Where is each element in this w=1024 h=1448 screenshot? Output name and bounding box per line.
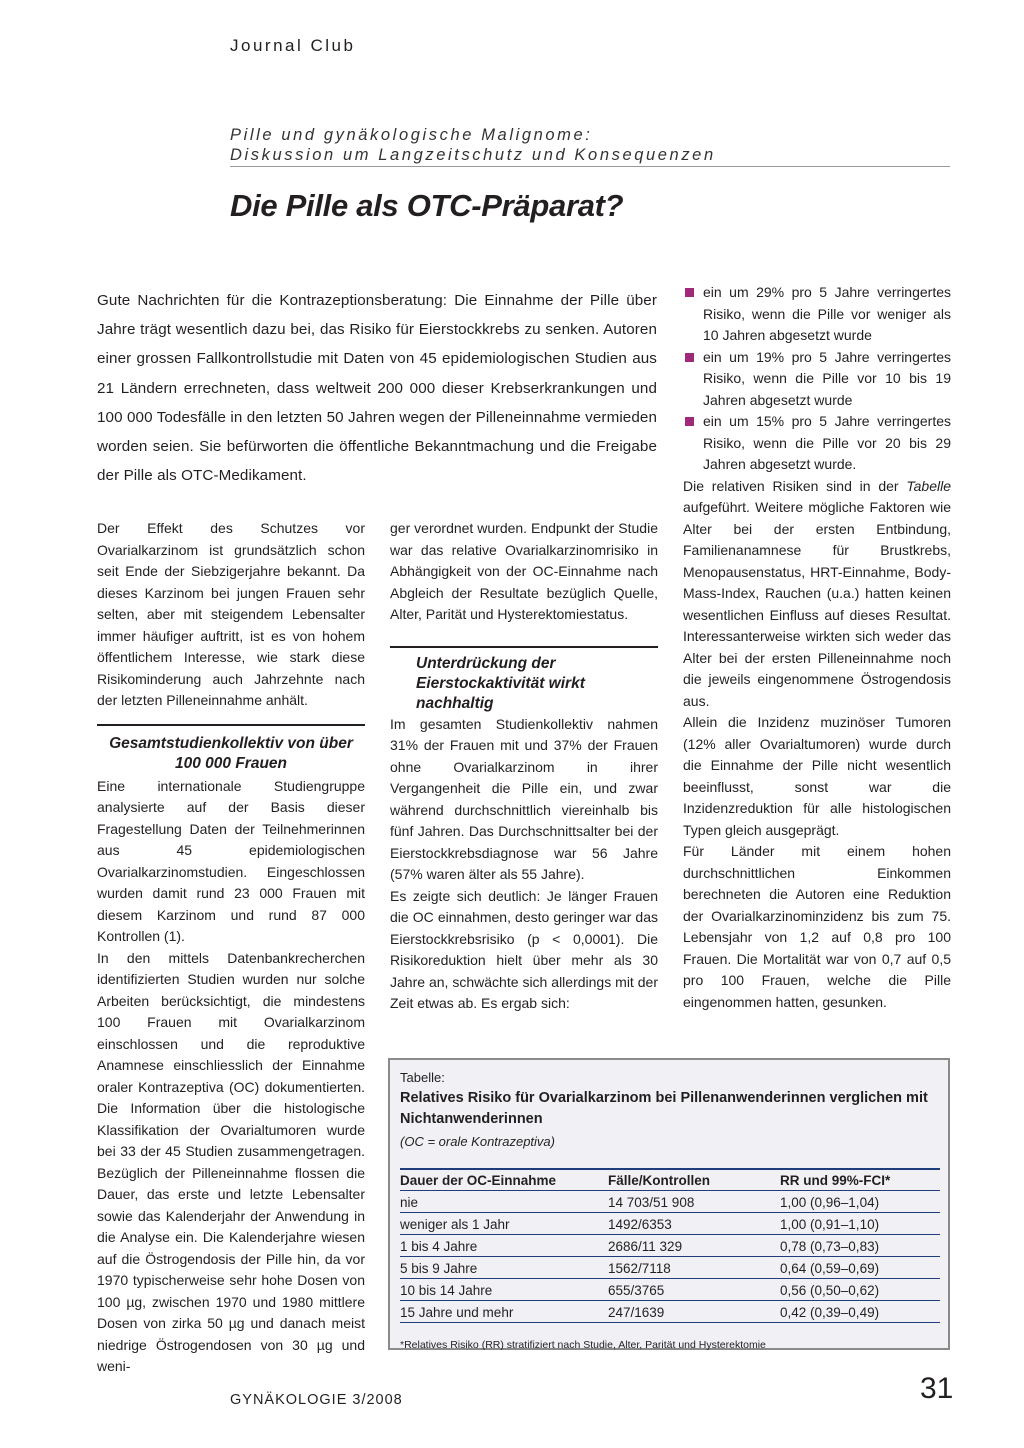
table-cell: 0,64 (0,59–0,69)	[780, 1257, 940, 1279]
table-row	[400, 1257, 940, 1279]
table-subtitle: (OC = orale Kontrazeptiva)	[400, 1134, 555, 1149]
table-cell: 0,56 (0,50–0,62)	[780, 1279, 940, 1301]
table-cell: 5 bis 9 Jahre	[400, 1257, 608, 1279]
table-row	[400, 1301, 940, 1323]
page-number: 31	[920, 1372, 954, 1405]
footer-issue: GYNÄKOLOGIE 3/2008	[230, 1392, 403, 1408]
article-kicker	[230, 125, 950, 165]
table-row	[400, 1191, 940, 1213]
table-title: Relatives Risiko für Ovarialkarzinom bei Pillenanwenderinnen verglichen mit Nichtanwenderinnen	[400, 1090, 928, 1127]
body-paragraph: Allein die Inzidenz muzinöser Tumoren (12% aller Ovarialtumoren) wurde durch die Einnahme der Pille nicht wesentlich beeinflusst, sonst war die Inzidenzreduktion für alle histologischen Typen gleich ausgeprägt.	[683, 714, 951, 838]
body-paragraph: In den mittels Datenbankrecherchen identifizierten Studien wurden nur solche Arbeiten berücksichtigt, die mindestens 100 Frauen mit Ovarialkarzinom einschlossen und die reproduktive Anamnese einschliesslich der Einnahme oraler Kontrazeptiva (OC) dokumentierten. Die Information über die histologische Klassifikation der Ovarialtumoren wurde bei 33 der 45 Studien zusammengetragen. Bezüglich der Pilleneinnahme flossen die Dauer, das erste und letzte Lebensalter sowie das Kalenderjahr der Anwendung in die Analyse ein. Die Kalenderjahre wiesen auf die Östrogendosis der Pille hin, da vor 1970 typischerweise sehr hohe Dosen von 100 µg, zwischen 1970 und 1980 mittlere Dosen von zirka 50 µg und danach meist niedrige Östrogendosen von 30 µg und weni-	[97, 949, 365, 1374]
body-paragraph: Eine internationale Studiengruppe analysierte auf der Basis dieser Fragestellung Daten der Teilnehmerinnen aus 45 epidemiologischen Ovarialkarzinomstudien. Eingeschlossen wurden damit rund 23 000 Frauen mit diesem Karzinom und rund 87 000 Kontrollen (1).	[97, 777, 365, 944]
body-paragraph: Der Effekt des Schutzes vor Ovarialkarzinom ist grundsätzlich schon seit Ende der Siebzigerjahre bekannt. Da dieses Karzinom bei jungen Frauen sehr selten, aber mit steigendem Lebensalter immer häufiger auftritt, ist es von hohem öffentlichem Interesse, wie stark diese Risikominderung auch Jahrzehnte nach der letzten Pilleneinnahme anhält.	[97, 520, 365, 708]
table-label: Tabelle:	[400, 1070, 445, 1085]
square-bullet-icon	[685, 288, 694, 297]
table-cell: 0,42 (0,39–0,49)	[780, 1301, 940, 1323]
body-paragraph: Es zeigte sich deutlich: Je länger Frauen die OC einnahmen, desto geringer war das Eierstockkrebsrisiko (p < 0,0001). Die Risikoreduktion hielt über mehr als 30 Jahre an, schwächte sich allerdings mit der Zeit etwas ab. Es ergab sich:	[390, 887, 658, 1011]
body-column-3	[683, 282, 951, 1013]
body-paragraph: ger verordnet wurden. Endpunkt der Studie war das relative Ovarialkarzinomrisiko in Abhängigkeit von der OC-Einnahme nach Abgleich der Resultate bezüglich Quelle, Alter, Parität und Hysterektomiestatus.	[390, 520, 658, 622]
table-row	[400, 1213, 940, 1235]
column-header: RR und 99%-FCI*	[780, 1169, 940, 1191]
lead-paragraph: Gute Nachrichten für die Kontrazeptionsberatung: Die Einnahme der Pille über Jahre trägt wesentlich dazu bei, das Risiko für Eierstockkrebs zu senken. Autoren einer grossen Fallkontrollstudie mit Daten von 45 epidemiologischen Studien aus 21 Ländern errechneten, dass weltweit 200 000 dieser Krebserkrankungen und 100 000 Todesfälle in den letzten 50 Jahren wegen der Pilleneinnahme vermieden worden seien. Sie befürworten die öffentliche Bekanntmachung und die Freigabe der Pille als OTC-Medikament.	[97, 292, 657, 485]
table-cell: 2686/11 329	[608, 1235, 780, 1257]
table-cell: 1492/6353	[608, 1213, 780, 1235]
square-bullet-icon	[685, 417, 694, 426]
table-row	[400, 1235, 940, 1257]
table-cell: 15 Jahre und mehr	[400, 1301, 608, 1323]
table-cell: 1 bis 4 Jahre	[400, 1235, 608, 1257]
relative-risk-table	[400, 1168, 940, 1323]
body-paragraph: Für Länder mit einem hohen durchschnittlichen Einkommen berechneten die Autoren eine Reduktion der Ovarialkarzinominzidenz bis zum 75. Lebensjahr von 1,2 auf 0,8 pro 100 Frauen. Die Mortalität war von 0,7 auf 0,5 pro 100 Frauen, welche die Pille eingenommen hatten, gesunken.	[683, 843, 951, 1010]
kicker-divider	[230, 166, 950, 167]
table-reference: Tabelle	[906, 477, 951, 494]
table-cell: weniger als 1 Jahr	[400, 1213, 608, 1235]
section-heading: Unterdrückung der Eierstockaktivität wirkt nachhaltig	[416, 654, 585, 712]
body-paragraph: Im gesamten Studienkollektiv nahmen 31% der Frauen mit und 37% der Frauen ohne Ovarialkarzinom in ihrer Vergangenheit die Pille ein, und zwar während durchschnittlich viereinhalb bis fünf Jahren. Das Durchschnittsalter bei der Eierstockkrebsdiagnose war 56 Jahre (57% waren älter als 55 Jahre).	[390, 715, 658, 882]
risk-table-box	[388, 1058, 950, 1350]
table-cell: 247/1639	[608, 1301, 780, 1323]
table-header-row	[400, 1169, 940, 1191]
table-cell: 14 703/51 908	[608, 1191, 780, 1213]
body-column-2	[390, 518, 658, 1015]
body-column-1	[97, 518, 365, 1378]
body-paragraph: Die relativen Risiken sind in der Tabelle aufgeführt. Weitere mögliche Faktoren wie Alter bei der ersten Entbindung, Familienanamnese für Brustkrebs, Menopausenstatus, HRT-Einnahme, Body-Mass-Index, Rauchen (u.a.) hatten keinen wesentlichen Einfluss auf dieses Resultat. Interessanterweise wirkten sich weder das Alter bei der ersten Pilleneinnahme noch die jeweils eingenommene Östrogendosis aus.	[683, 477, 951, 709]
table-cell: 10 bis 14 Jahre	[400, 1279, 608, 1301]
list-item: ein um 19% pro 5 Jahre verringertes Risiko, wenn die Pille vor 10 bis 19 Jahren abgesetzt wurde	[683, 347, 951, 412]
kicker-line-1: Pille und gynäkologische Malignome:	[230, 126, 593, 144]
table-cell: nie	[400, 1191, 608, 1213]
table-row	[400, 1279, 940, 1301]
table-footnote: *Relatives Risiko (RR) stratifiziert nach Studie, Alter, Parität und Hysterektomie	[400, 1339, 766, 1351]
kicker-line-2: Diskussion um Langzeitschutz und Konsequenzen	[230, 146, 716, 164]
section-heading: Gesamtstudienkollektiv von über 100 000 Frauen	[109, 734, 353, 772]
article-title: Die Pille als OTC-Präparat?	[230, 188, 624, 223]
risk-bullet-list	[683, 282, 951, 476]
list-item: ein um 29% pro 5 Jahre verringertes Risiko, wenn die Pille vor weniger als 10 Jahren abgesetzt wurde	[683, 282, 951, 347]
table-cell: 0,78 (0,73–0,83)	[780, 1235, 940, 1257]
column-header: Fälle/Kontrollen	[608, 1169, 780, 1191]
list-item: ein um 15% pro 5 Jahre verringertes Risiko, wenn die Pille vor 20 bis 29 Jahren abgesetzt wurde.	[683, 411, 951, 476]
column-header: Dauer der OC-Einnahme	[400, 1169, 608, 1191]
journal-section-label: Journal Club	[230, 36, 356, 55]
table-cell: 1562/7118	[608, 1257, 780, 1279]
square-bullet-icon	[685, 353, 694, 362]
table-cell: 1,00 (0,96–1,04)	[780, 1191, 940, 1213]
table-cell: 655/3765	[608, 1279, 780, 1301]
table-cell: 1,00 (0,91–1,10)	[780, 1213, 940, 1235]
